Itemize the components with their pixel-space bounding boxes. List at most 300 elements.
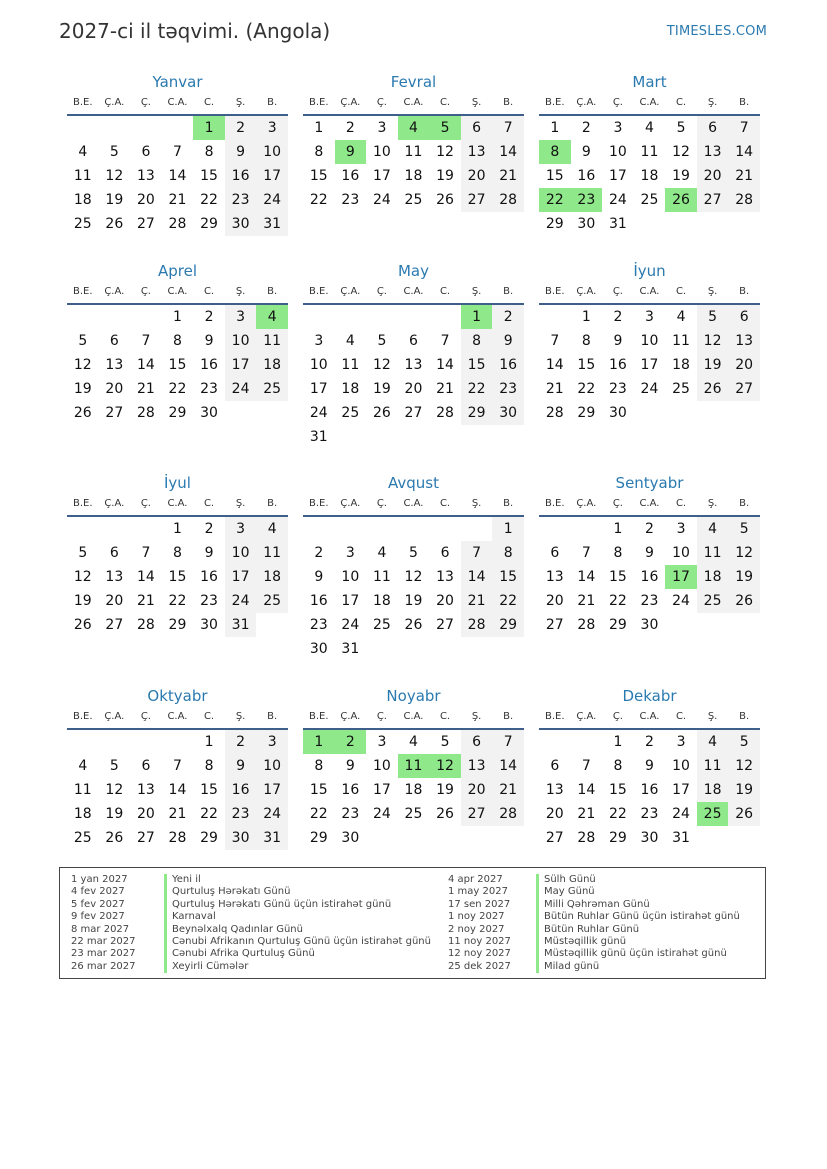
- weekday-label: C.: [675, 711, 687, 722]
- day-cell: 12: [436, 144, 454, 160]
- day-cell: 4: [398, 116, 430, 140]
- legend-holiday-name: Milli Qəhrəman Günü: [536, 899, 650, 911]
- day-cell: 22: [168, 593, 187, 609]
- day-cell: 9: [581, 144, 591, 160]
- weekday-label: B.E.: [73, 97, 93, 108]
- day-cell: 16: [309, 593, 328, 609]
- day-grid: [303, 305, 524, 449]
- day-cell: 13: [461, 754, 493, 778]
- day-cell: 15: [545, 168, 564, 184]
- day-cell: 31: [672, 830, 690, 846]
- day-cell: 28: [136, 405, 155, 421]
- day-cell: 29: [545, 216, 564, 232]
- day-cell: 24: [672, 593, 690, 609]
- day-cell: 9: [204, 333, 214, 349]
- weekday-label: Ç.A.: [104, 286, 125, 297]
- day-cell: 16: [608, 357, 627, 373]
- day-cell: 27: [728, 377, 760, 401]
- day-cell: 8: [314, 758, 324, 774]
- day-cell: 31: [309, 429, 328, 445]
- day-cell: 19: [728, 565, 760, 589]
- weekday-label: C.A.: [403, 97, 424, 108]
- day-cell: 19: [105, 192, 124, 208]
- weekday-label: B.: [739, 286, 750, 297]
- day-cell: 15: [168, 357, 187, 373]
- month-name: Oktyabr: [147, 687, 208, 705]
- month-name: İyun: [633, 262, 666, 280]
- day-cell: 25: [341, 405, 360, 421]
- month-name: Dekabr: [622, 687, 677, 705]
- day-cell: 23: [608, 381, 627, 397]
- day-cell: 26: [436, 192, 454, 208]
- legend-date: 2 noy 2027: [448, 923, 505, 935]
- legend-holiday-name: Müstəqillik günü: [536, 936, 626, 948]
- day-cell: 30: [225, 212, 257, 236]
- empty-cell: [571, 730, 603, 754]
- legend-holiday-name: Karnaval: [164, 911, 216, 923]
- day-cell: 14: [168, 168, 187, 184]
- day-cell: 11: [73, 782, 92, 798]
- weekday-label: Ç.: [612, 97, 623, 108]
- day-cell: 22: [309, 192, 328, 208]
- day-cell: 21: [168, 192, 187, 208]
- weekday-label: C.A.: [639, 286, 660, 297]
- day-cell: 24: [372, 806, 391, 822]
- month-name: Avqust: [388, 474, 439, 492]
- day-cell: 12: [372, 357, 391, 373]
- day-grid: [539, 305, 760, 425]
- legend-holiday-name: Yeni il: [164, 874, 201, 886]
- weekday-label: B.: [739, 97, 750, 108]
- day-cell: 5: [78, 545, 88, 561]
- day-cell: 17: [372, 168, 391, 184]
- weekday-label: Ç.A.: [340, 286, 361, 297]
- day-cell: 3: [225, 517, 257, 541]
- day-cell: 3: [256, 730, 288, 754]
- day-cell: 9: [335, 140, 367, 164]
- day-cell: 29: [200, 830, 218, 846]
- brand-link[interactable]: TIMESLES.COM: [666, 24, 767, 39]
- day-cell: 14: [545, 357, 564, 373]
- day-cell: 4: [697, 517, 729, 541]
- day-cell: 8: [613, 758, 623, 774]
- day-cell: 19: [697, 353, 729, 377]
- day-cell: 23: [640, 593, 659, 609]
- day-cell: 15: [168, 569, 187, 585]
- weekday-label: Ş.: [707, 286, 718, 297]
- weekday-label: B.E.: [73, 498, 93, 509]
- day-cell: 6: [697, 116, 729, 140]
- day-cell: 12: [105, 782, 124, 798]
- day-cell: 18: [73, 806, 92, 822]
- weekday-label: B.: [267, 711, 278, 722]
- empty-cell: [99, 517, 131, 541]
- weekday-label: Ş.: [707, 498, 718, 509]
- legend-holiday-name: Bütün Ruhlar Günü üçün istirahət günü: [536, 911, 740, 923]
- day-cell: 24: [225, 377, 257, 401]
- day-cell: 26: [105, 216, 124, 232]
- day-cell: 25: [256, 589, 288, 613]
- day-cell: 14: [136, 569, 155, 585]
- weekday-label: B.E.: [545, 498, 565, 509]
- day-cell: 7: [440, 333, 450, 349]
- day-cell: 7: [550, 333, 560, 349]
- day-cell: 9: [645, 545, 654, 561]
- day-cell: 18: [404, 168, 423, 184]
- day-cell: 7: [461, 541, 493, 565]
- day-cell: 18: [640, 168, 659, 184]
- day-cell: 15: [492, 565, 524, 589]
- day-cell: 5: [109, 144, 119, 160]
- day-cell: 22: [608, 806, 627, 822]
- month-name: Sentyabr: [615, 474, 684, 492]
- empty-cell: [539, 517, 571, 541]
- day-cell: 5: [728, 730, 760, 754]
- month-8: [303, 473, 524, 661]
- month-5: [303, 261, 524, 449]
- day-cell: 23: [341, 192, 360, 208]
- day-cell: 13: [136, 168, 155, 184]
- day-cell: 24: [608, 192, 627, 208]
- day-cell: 28: [492, 188, 524, 212]
- day-cell: 14: [136, 357, 155, 373]
- legend-date: 4 fev 2027: [71, 886, 125, 898]
- day-cell: 17: [608, 168, 627, 184]
- day-cell: 1: [204, 734, 214, 750]
- weekday-header: [67, 495, 288, 517]
- weekday-label: Ç.: [612, 286, 623, 297]
- day-cell: 27: [136, 830, 155, 846]
- empty-cell: [130, 517, 162, 541]
- weekday-label: Ş.: [471, 711, 482, 722]
- day-cell: 8: [314, 144, 324, 160]
- page-title: 2027-ci il təqvimi. (Angola): [59, 19, 331, 43]
- day-cell: 28: [577, 830, 596, 846]
- day-cell: 18: [372, 593, 391, 609]
- empty-cell: [99, 305, 131, 329]
- weekday-label: Ş.: [707, 97, 718, 108]
- day-cell: 21: [436, 381, 454, 397]
- day-cell: 10: [672, 758, 690, 774]
- day-cell: 22: [461, 377, 493, 401]
- empty-cell: [162, 116, 194, 140]
- day-cell: 12: [728, 541, 760, 565]
- empty-cell: [335, 517, 367, 541]
- day-cell: 3: [314, 333, 324, 349]
- day-cell: 19: [73, 593, 92, 609]
- month-name: Fevral: [390, 73, 437, 91]
- day-cell: 26: [404, 617, 423, 633]
- empty-cell: [130, 116, 162, 140]
- month-name: Aprel: [157, 262, 198, 280]
- weekday-label: C.A.: [167, 286, 188, 297]
- day-cell: 3: [377, 734, 387, 750]
- day-grid: [539, 730, 760, 850]
- day-cell: 10: [341, 569, 360, 585]
- day-cell: 3: [377, 120, 387, 136]
- weekday-header: [67, 708, 288, 730]
- weekday-label: Ş.: [235, 711, 246, 722]
- day-cell: 18: [672, 357, 690, 373]
- empty-cell: [130, 730, 162, 754]
- empty-cell: [461, 517, 493, 541]
- weekday-label: B.E.: [545, 286, 565, 297]
- legend-holiday-name: Cənubi Afrika Qurtuluş Günü: [164, 948, 315, 960]
- day-cell: 18: [697, 778, 729, 802]
- day-cell: 18: [73, 192, 92, 208]
- weekday-label: Ç.: [140, 97, 151, 108]
- day-cell: 15: [200, 782, 218, 798]
- day-cell: 6: [409, 333, 418, 349]
- weekday-label: C.A.: [639, 97, 660, 108]
- day-cell: 12: [697, 329, 729, 353]
- day-cell: 4: [697, 730, 729, 754]
- day-cell: 1: [193, 116, 225, 140]
- day-cell: 19: [436, 168, 454, 184]
- day-cell: 4: [78, 144, 88, 160]
- day-cell: 17: [225, 565, 257, 589]
- day-cell: 2: [613, 309, 623, 325]
- day-cell: 4: [409, 734, 418, 750]
- weekday-header: [303, 94, 524, 116]
- weekday-label: Ç.: [376, 711, 387, 722]
- day-cell: 16: [577, 168, 596, 184]
- day-cell: 24: [672, 806, 690, 822]
- day-cell: 15: [608, 569, 627, 585]
- day-cell: 2: [645, 521, 654, 537]
- day-cell: 30: [225, 826, 257, 850]
- day-cell: 22: [168, 381, 187, 397]
- day-cell: 14: [492, 754, 524, 778]
- day-cell: 19: [672, 168, 690, 184]
- legend-date: 25 dek 2027: [448, 960, 511, 972]
- empty-cell: [366, 305, 398, 329]
- month-name: Yanvar: [152, 73, 203, 91]
- day-cell: 4: [256, 305, 288, 329]
- legend-holiday-name: Cənubi Afrikanın Qurtuluş Günü üçün istirahət günü: [164, 936, 431, 948]
- day-cell: 15: [200, 168, 218, 184]
- weekday-label: Ç.: [140, 286, 151, 297]
- day-cell: 9: [204, 545, 214, 561]
- day-cell: 3: [676, 734, 686, 750]
- day-cell: 26: [105, 830, 124, 846]
- day-cell: 25: [697, 802, 729, 826]
- legend-date: 8 mar 2027: [71, 923, 130, 935]
- weekday-label: Ç.A.: [576, 97, 597, 108]
- month-7: [67, 473, 288, 637]
- day-cell: 24: [225, 589, 257, 613]
- day-cell: 28: [728, 188, 760, 212]
- day-cell: 17: [341, 593, 360, 609]
- weekday-label: C.A.: [403, 498, 424, 509]
- weekday-label: B.: [503, 711, 514, 722]
- day-cell: 11: [256, 329, 288, 353]
- month-9: [539, 473, 760, 637]
- day-cell: 5: [728, 517, 760, 541]
- day-cell: 10: [672, 545, 690, 561]
- day-cell: 3: [225, 305, 257, 329]
- empty-cell: [162, 730, 194, 754]
- day-cell: 22: [492, 589, 524, 613]
- day-cell: 5: [109, 758, 119, 774]
- day-cell: 8: [539, 140, 571, 164]
- day-cell: 13: [545, 782, 564, 798]
- weekday-label: C.: [439, 97, 451, 108]
- day-cell: 8: [173, 333, 182, 349]
- day-cell: 28: [492, 802, 524, 826]
- weekday-label: C.: [439, 286, 451, 297]
- weekday-label: C.: [203, 711, 215, 722]
- legend-holiday-name: Xeyirli Cümələr: [164, 961, 248, 973]
- day-cell: 27: [545, 830, 564, 846]
- day-cell: 30: [640, 617, 659, 633]
- day-cell: 13: [436, 569, 454, 585]
- day-cell: 23: [200, 593, 218, 609]
- weekday-header: [539, 495, 760, 517]
- day-cell: 6: [440, 545, 450, 561]
- day-cell: 8: [173, 545, 182, 561]
- day-cell: 6: [550, 758, 560, 774]
- day-cell: 21: [492, 164, 524, 188]
- empty-cell: [67, 517, 99, 541]
- day-cell: 25: [372, 617, 391, 633]
- day-cell: 21: [577, 806, 596, 822]
- day-cell: 15: [309, 168, 328, 184]
- day-cell: 30: [608, 405, 627, 421]
- day-cell: 1: [173, 309, 182, 325]
- day-cell: 19: [372, 381, 391, 397]
- day-cell: 23: [225, 802, 257, 826]
- day-cell: 29: [200, 216, 218, 232]
- day-cell: 22: [577, 381, 596, 397]
- day-cell: 7: [492, 116, 524, 140]
- day-cell: 21: [545, 381, 564, 397]
- day-cell: 16: [492, 353, 524, 377]
- weekday-label: Ç.A.: [576, 286, 597, 297]
- legend-holiday-name: May Günü: [536, 886, 595, 898]
- day-cell: 3: [613, 120, 623, 136]
- month-2: [303, 72, 524, 212]
- day-cell: 13: [404, 357, 423, 373]
- empty-cell: [67, 305, 99, 329]
- day-cell: 30: [577, 216, 596, 232]
- day-cell: 15: [608, 782, 627, 798]
- weekday-label: C.: [675, 97, 687, 108]
- legend-date: 17 sen 2027: [448, 898, 511, 910]
- weekday-label: C.: [439, 498, 451, 509]
- weekday-label: B.E.: [545, 711, 565, 722]
- day-cell: 12: [672, 144, 690, 160]
- weekday-header: [539, 94, 760, 116]
- day-cell: 1: [613, 521, 623, 537]
- day-cell: 6: [461, 730, 493, 754]
- day-cell: 17: [256, 164, 288, 188]
- weekday-label: Ş.: [235, 286, 246, 297]
- day-cell: 1: [461, 305, 493, 329]
- weekday-label: B.: [267, 498, 278, 509]
- day-cell: 23: [200, 381, 218, 397]
- empty-cell: [99, 116, 131, 140]
- month-name: İyul: [164, 474, 191, 492]
- weekday-label: Ç.A.: [104, 711, 125, 722]
- day-cell: 1: [581, 309, 591, 325]
- day-cell: 29: [492, 613, 524, 637]
- weekday-label: Ç.A.: [576, 498, 597, 509]
- empty-cell: [303, 517, 335, 541]
- day-cell: 17: [256, 778, 288, 802]
- day-cell: 30: [640, 830, 659, 846]
- day-cell: 14: [577, 569, 596, 585]
- day-cell: 17: [672, 782, 690, 798]
- empty-cell: [398, 517, 430, 541]
- empty-cell: [429, 305, 461, 329]
- day-cell: 27: [136, 216, 155, 232]
- day-cell: 28: [461, 613, 493, 637]
- day-cell: 28: [436, 405, 454, 421]
- month-11: [303, 686, 524, 850]
- day-cell: 25: [697, 589, 729, 613]
- legend-date: 11 noy 2027: [448, 936, 511, 947]
- day-cell: 20: [728, 353, 760, 377]
- day-cell: 21: [136, 593, 155, 609]
- day-cell: 5: [440, 734, 450, 750]
- day-cell: 12: [73, 569, 92, 585]
- day-cell: 9: [613, 333, 623, 349]
- weekday-label: Ç.A.: [340, 711, 361, 722]
- weekday-label: B.E.: [73, 286, 93, 297]
- weekday-label: Ç.: [376, 498, 387, 509]
- day-cell: 15: [309, 782, 328, 798]
- day-cell: 21: [728, 164, 760, 188]
- day-cell: 11: [640, 144, 659, 160]
- day-cell: 21: [492, 778, 524, 802]
- day-cell: 16: [225, 164, 257, 188]
- day-cell: 7: [141, 545, 151, 561]
- day-grid: [67, 517, 288, 637]
- day-cell: 29: [168, 617, 187, 633]
- day-cell: 3: [676, 521, 686, 537]
- day-cell: 4: [676, 309, 686, 325]
- day-cell: 10: [608, 144, 627, 160]
- day-cell: 27: [105, 405, 124, 421]
- day-cell: 6: [461, 116, 493, 140]
- day-cell: 28: [168, 830, 187, 846]
- weekday-label: Ç.A.: [104, 97, 125, 108]
- weekday-label: B.: [503, 498, 514, 509]
- day-cell: 21: [136, 381, 155, 397]
- day-cell: 27: [105, 617, 124, 633]
- day-cell: 26: [372, 405, 391, 421]
- empty-cell: [539, 305, 571, 329]
- day-cell: 27: [545, 617, 564, 633]
- day-cell: 9: [225, 140, 257, 164]
- day-cell: 18: [256, 353, 288, 377]
- day-cell: 16: [341, 168, 360, 184]
- day-cell: 14: [436, 357, 454, 373]
- legend-holiday-name: Müstəqillik günü üçün istirahət günü: [536, 948, 727, 960]
- day-cell: 28: [136, 617, 155, 633]
- day-cell: 14: [728, 140, 760, 164]
- weekday-label: B.: [739, 711, 750, 722]
- day-cell: 2: [225, 730, 257, 754]
- legend-date: 1 may 2027: [448, 886, 508, 898]
- weekday-label: Ç.A.: [340, 97, 361, 108]
- empty-cell: [366, 517, 398, 541]
- weekday-header: [303, 283, 524, 305]
- day-grid: [67, 116, 288, 236]
- weekday-label: C.: [203, 498, 215, 509]
- day-cell: 2: [645, 734, 654, 750]
